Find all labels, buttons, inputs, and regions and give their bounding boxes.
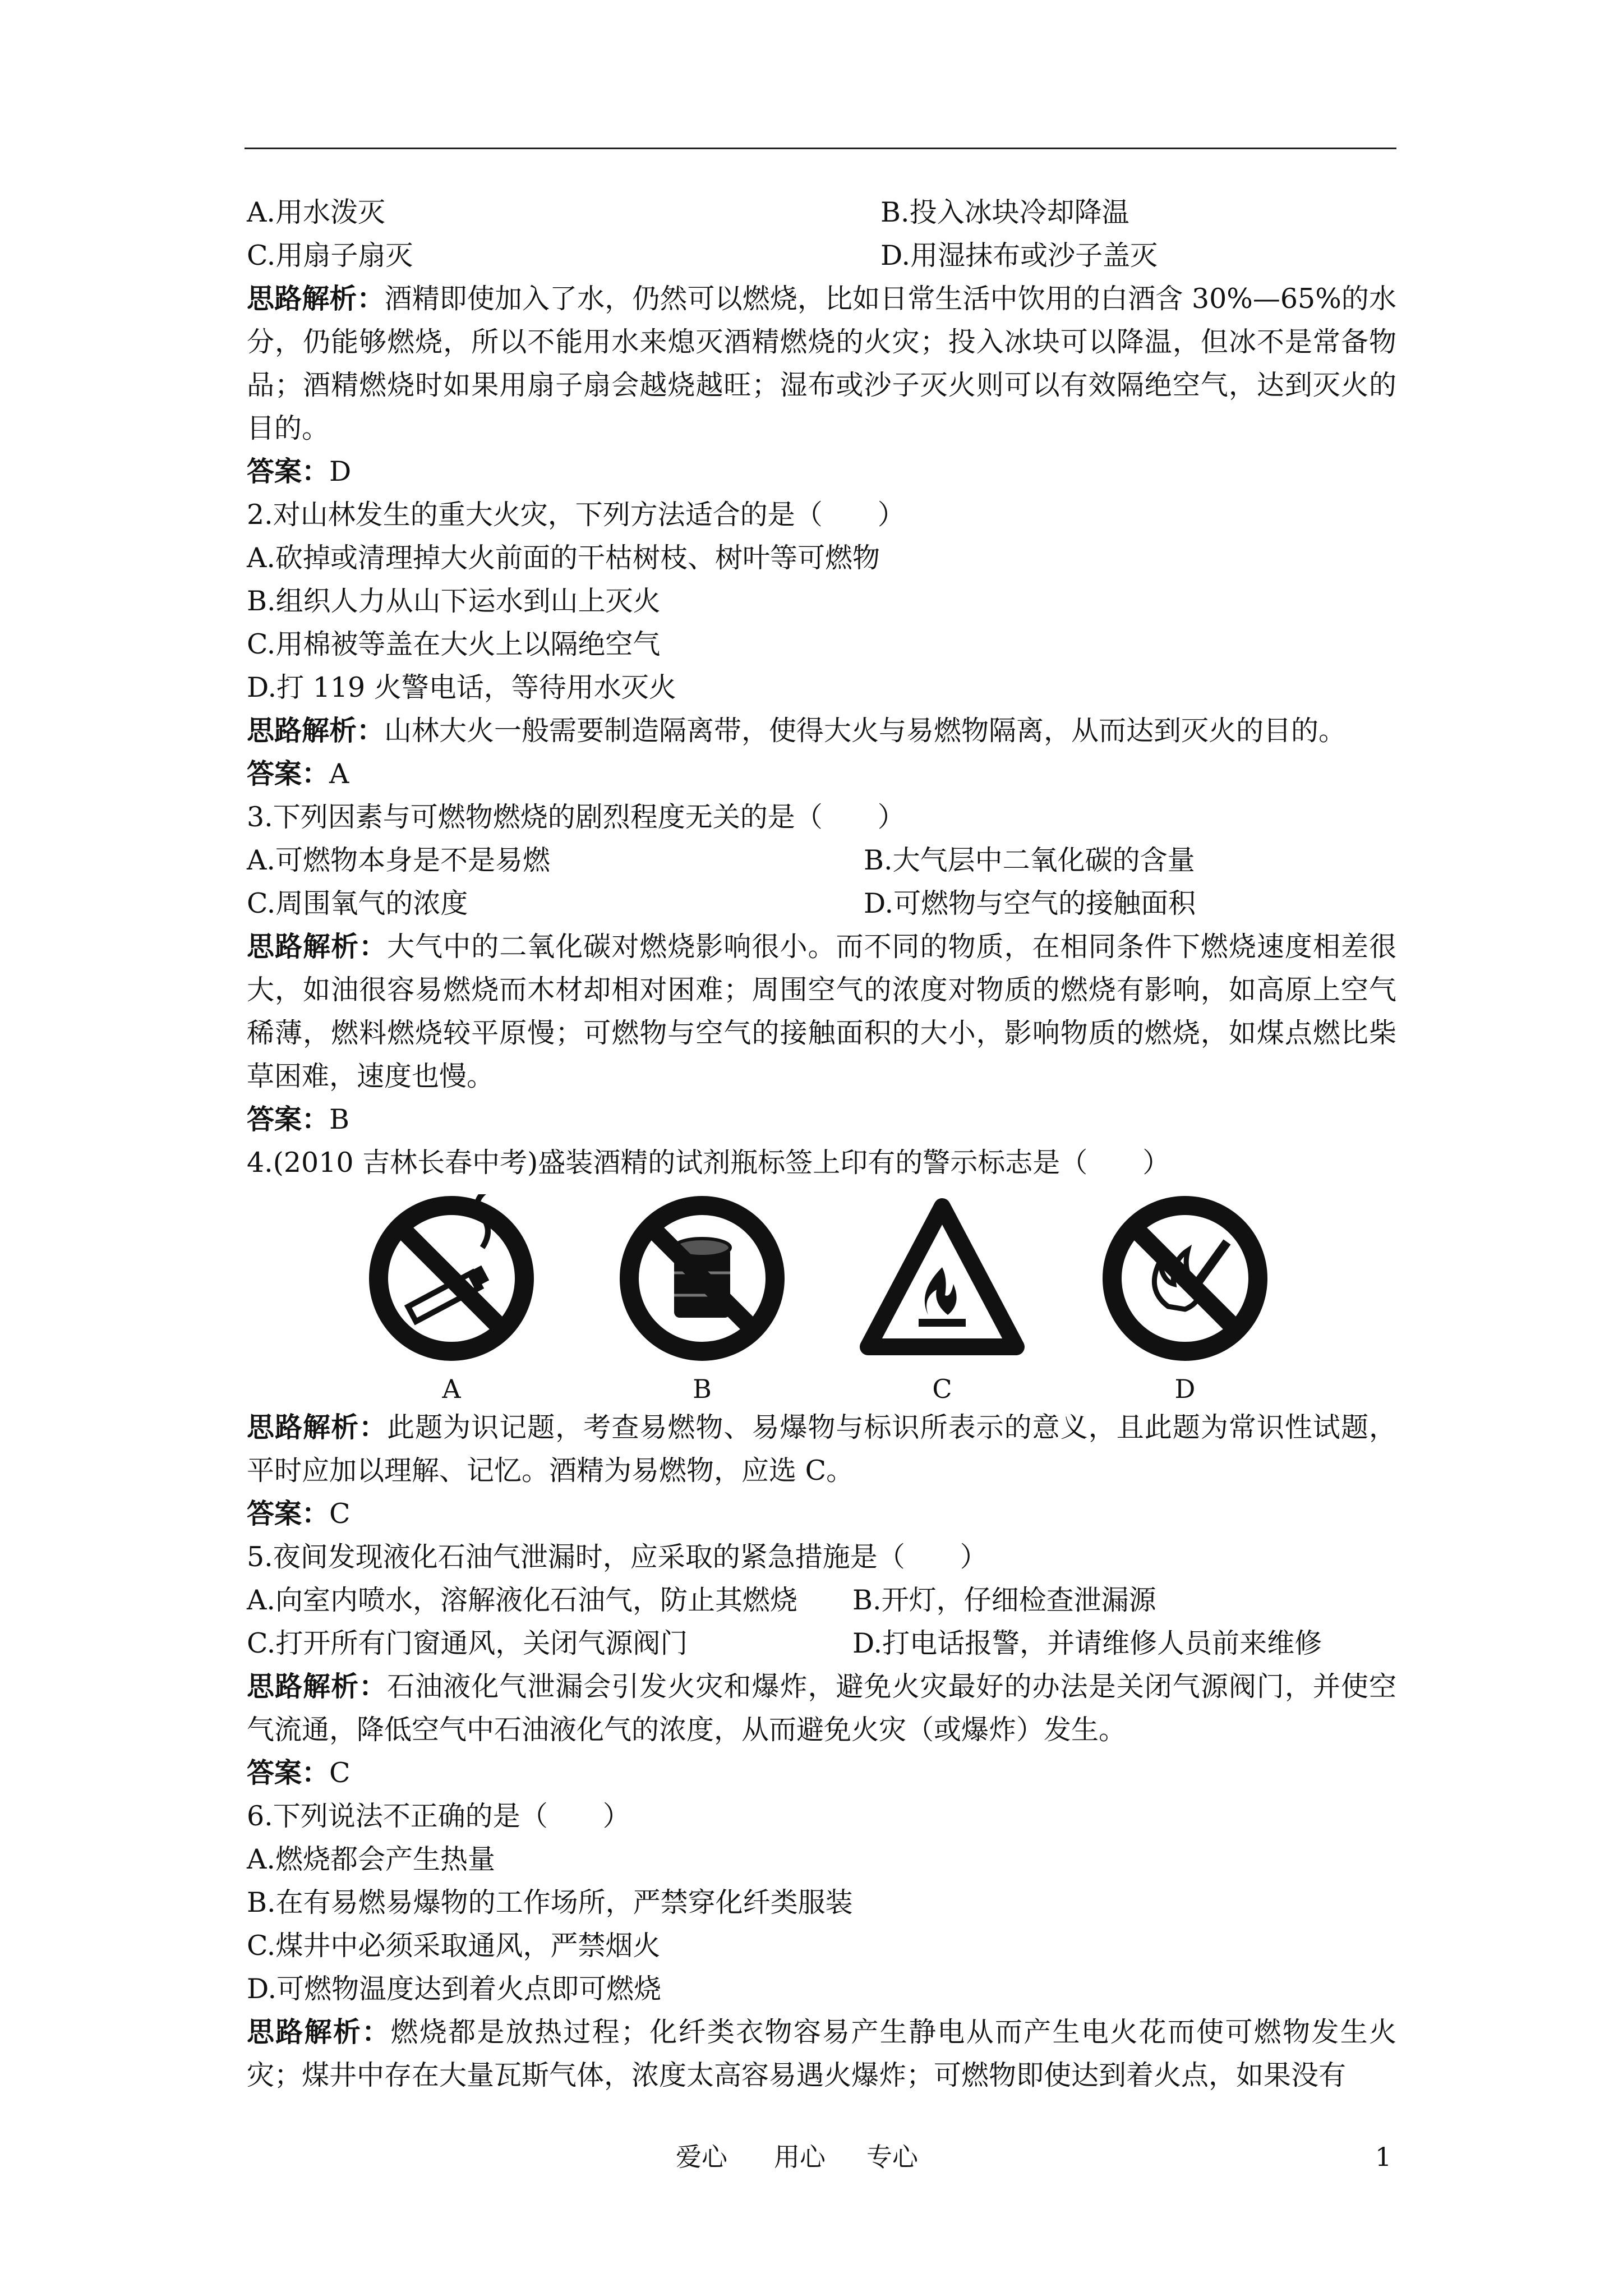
q4-answer — [247, 1492, 1396, 1535]
sign-label: C — [932, 1374, 952, 1404]
sign-label: B — [693, 1374, 712, 1404]
q6-analysis — [247, 2010, 1396, 2097]
header-rule — [245, 148, 1396, 149]
q1-option-c: C.用扇子扇灭 — [247, 240, 413, 272]
answer-label: 答案： — [247, 1497, 330, 1530]
q1-answer — [247, 450, 1396, 493]
q2-option-a: A.砍掉或清理掉大火前面的干枯树枝、树叶等可燃物 — [247, 542, 880, 574]
q5-option-b: B.开灯，仔细检查泄漏源 — [852, 1584, 1156, 1616]
q3-stem: 3.下列因素与可燃物燃烧的剧烈程度无关的是（ ） — [247, 801, 905, 833]
answer-label: 答案： — [247, 1103, 330, 1135]
q5-option-a: A.向室内喷水，溶解液化石油气，防止其燃烧 — [247, 1584, 797, 1616]
q5-options-row-1 — [247, 1579, 1396, 1622]
sign-b — [618, 1194, 786, 1404]
q5-options-row-2 — [247, 1622, 1396, 1665]
footer-motto-2: 用心 — [774, 2142, 826, 2172]
analysis-label: 思路解析： — [247, 282, 385, 315]
q2-answer-value: A — [329, 758, 349, 790]
sign-c — [858, 1194, 1026, 1404]
q1-options-row-2 — [247, 234, 1396, 277]
q1-options-row-1 — [247, 191, 1396, 234]
answer-label: 答案： — [247, 1756, 330, 1789]
q2-option-b: B.组织人力从山下运水到山上灭火 — [247, 585, 661, 617]
q2-stem: 2.对山林发生的重大火灾，下列方法适合的是（ ） — [247, 499, 905, 531]
analysis-label: 思路解析： — [247, 2016, 391, 2048]
q4-answer-value: C — [329, 1498, 351, 1530]
q6-option-d: D.可燃物温度达到着火点即可燃烧 — [247, 1973, 662, 2005]
page-footer — [0, 2137, 1623, 2177]
q2-option-c: C.用棉被等盖在大火上以隔绝空气 — [247, 628, 661, 660]
page-number: 1 — [1375, 2142, 1392, 2172]
q6-stem: 6.下列说法不正确的是（ ） — [247, 1800, 630, 1832]
q3-analysis-text: 大气中的二氧化碳对燃烧影响很小。而不同的物质，在相同条件下燃烧速度相差很大，如油很容易燃烧而木材却相对困难；周围空气的浓度对物质的燃烧有影响，如高原上空气稀薄，燃料燃烧较平原慢；可燃物与空气的接触面积的大小，影响物质的燃烧，如煤点燃比柴草困难，速度也慢。 — [247, 931, 1396, 1092]
q3-answer-value: B — [329, 1103, 350, 1135]
q3-option-b: B.大气层中二氧化碳的含量 — [864, 844, 1195, 876]
q4-stem: 4.(2010 吉林长春中考)盛装酒精的试剂瓶标签上印有的警示标志是（ ） — [247, 1147, 1170, 1179]
q6-analysis-text: 燃烧都是放热过程；化纤类衣物容易产生静电从而产生电火花而使可燃物发生火灾；煤井中存在大量瓦斯气体，浓度太高容易遇火爆炸；可燃物即使达到着火点，如果没有 — [247, 2016, 1396, 2091]
sign-a — [367, 1194, 536, 1404]
q1-option-b: B.投入冰块冷却降温 — [880, 196, 1129, 228]
q1-option-d: D.用湿抹布或沙子盖灭 — [880, 240, 1158, 272]
flammable-warning-icon — [858, 1194, 1026, 1363]
q3-answer — [247, 1098, 1396, 1141]
q3-option-d: D.可燃物与空气的接触面积 — [864, 887, 1196, 919]
q2-answer — [247, 752, 1396, 795]
q4-analysis-text: 此题为识记题，考查易燃物、易爆物与标识所表示的意义，且此题为常识性试题，平时应加以理解、记忆。酒精为易燃物，应选 C。 — [247, 1411, 1396, 1487]
q2-analysis — [247, 709, 1396, 752]
footer-motto-3: 专心 — [866, 2142, 918, 2172]
sign-label: D — [1174, 1374, 1196, 1404]
q3-analysis — [247, 925, 1396, 1098]
analysis-label: 思路解析： — [247, 930, 388, 963]
q3-option-c: C.周围氧气的浓度 — [247, 887, 468, 919]
q1-analysis — [247, 277, 1396, 450]
answer-label: 答案： — [247, 455, 330, 487]
sign-d — [1101, 1194, 1269, 1404]
q6-option-b: B.在有易燃易爆物的工作场所，严禁穿化纤类服装 — [247, 1887, 853, 1918]
document-body — [247, 191, 1396, 2097]
analysis-label: 思路解析： — [247, 1670, 388, 1703]
answer-label: 答案： — [247, 757, 330, 790]
q3-options-row-2 — [247, 882, 1396, 925]
q6-option-a: A.燃烧都会产生热量 — [247, 1843, 495, 1875]
q4-analysis — [247, 1406, 1396, 1492]
q5-stem: 5.夜间发现液化石油气泄漏时，应采取的紧急措施是（ ） — [247, 1541, 988, 1573]
analysis-label: 思路解析： — [247, 714, 385, 747]
q3-option-a: A.可燃物本身是不是易燃 — [247, 844, 550, 876]
footer-motto-1: 爱心 — [676, 2142, 727, 2172]
q5-answer — [247, 1751, 1396, 1795]
q2-option-d: D.打 119 火警电话，等待用水灭火 — [247, 671, 676, 703]
q2-analysis-text: 山林大火一般需要制造隔离带，使得大火与易燃物隔离，从而达到灭火的目的。 — [384, 715, 1347, 747]
q6-option-c: C.煤井中必须采取通风，严禁烟火 — [247, 1930, 661, 1962]
q5-answer-value: C — [329, 1757, 351, 1789]
no-smoking-icon — [367, 1194, 536, 1363]
analysis-label: 思路解析： — [247, 1411, 388, 1443]
no-oil-drum-icon — [618, 1194, 786, 1363]
no-open-flame-icon — [1101, 1194, 1269, 1363]
q3-options-row-1 — [247, 839, 1396, 882]
sign-label: A — [442, 1374, 461, 1404]
q1-answer-value: D — [329, 455, 352, 487]
q5-analysis — [247, 1665, 1396, 1751]
q1-option-a: A.用水泼灭 — [247, 196, 385, 228]
q1-analysis-text: 酒精即使加入了水，仍然可以燃烧，比如日常生活中饮用的白酒含 30%—65%的水分，仍能够燃烧，所以不能用水来熄灭酒精燃烧的火灾；投入冰块可以降温，但冰不是常备物品；酒精燃烧时如果用扇子扇会越烧越旺；湿布或沙子灭火则可以有效隔绝空气，达到灭火的目的。 — [247, 283, 1396, 444]
q5-option-c: C.打开所有门窗通风，关闭气源阀门 — [247, 1627, 688, 1659]
q5-analysis-text: 石油液化气泄漏会引发火灾和爆炸，避免火灾最好的办法是关闭气源阀门，并使空气流通，降低空气中石油液化气的浓度，从而避免火灾（或爆炸）发生。 — [247, 1671, 1396, 1746]
q5-option-d: D.打电话报警，并请维修人员前来维修 — [852, 1627, 1322, 1659]
q4-warning-signs — [247, 1184, 1396, 1406]
